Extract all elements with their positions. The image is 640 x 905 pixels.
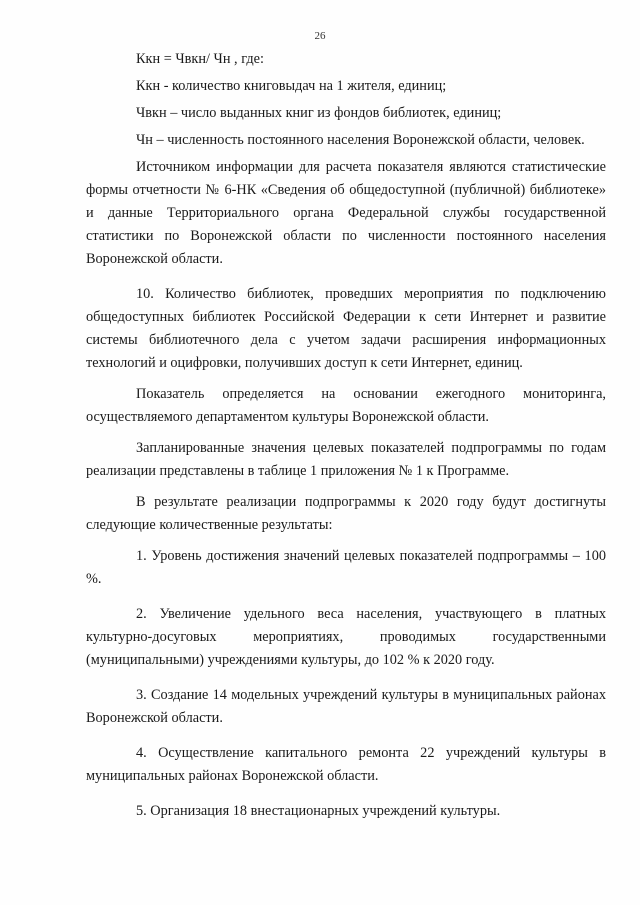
- definition-chn: Чн – численность постоянного населения Воронежской области, человек.: [136, 132, 585, 148]
- formula: Ккн = Чвкн/ Чн , где:: [136, 51, 264, 67]
- result-item-2: 2. Увеличение удельного веса населения, участвующего в платных культурно-досуговых мероприятиях, проводимых государственными (муниципальными) учреждениями культуры, до 102 % к 2020 году.: [86, 606, 606, 668]
- definition-chvkn: Чвкн – число выданных книг из фондов библиотек, единиц;: [136, 105, 502, 121]
- paragraph-indicator-10: 10. Количество библиотек, проведших мероприятия по подключению общедоступных библиотек Российской Федерации к сети Интернет и развитие системы библиотечного дела с учетом задачи расширения информационных технологий и оцифровки, получивших доступ к сети Интернет, единиц.: [86, 286, 606, 371]
- paragraph-results-intro: В результате реализации подпрограммы к 2020 году будут достигнуты следующие количественные результаты:: [86, 494, 606, 533]
- paragraph-planned-values: Запланированные значения целевых показателей подпрограммы по годам реализации представлены в таблице 1 приложения № 1 к Программе.: [86, 440, 606, 479]
- result-item-5: 5. Организация 18 внестационарных учреждений культуры.: [136, 803, 501, 819]
- paragraph-monitoring: Показатель определяется на основании ежегодного мониторинга, осуществляемого департаментом культуры Воронежской области.: [86, 386, 606, 425]
- result-item-4: 4. Осуществление капитального ремонта 22 учреждений культуры в муниципальных районах Воронежской области.: [86, 745, 606, 784]
- document-body: [86, 48, 606, 823]
- definition-kkn: Ккн - количество книговыдач на 1 жителя, единиц;: [136, 78, 447, 94]
- page-number: 26: [314, 30, 326, 42]
- result-item-1: 1. Уровень достижения значений целевых показателей подпрограммы – 100 %.: [86, 548, 606, 587]
- result-item-3: 3. Создание 14 модельных учреждений культуры в муниципальных районах Воронежской области.: [86, 687, 606, 726]
- paragraph-data-source: Источником информации для расчета показателя являются статистические формы отчетности № 6-НК «Сведения об общедоступной (публичной) библиотеке» и данные Территориального органа Федеральной службы государственной статистики по Воронежской области по численности постоянного населения Воронежской области.: [86, 159, 606, 267]
